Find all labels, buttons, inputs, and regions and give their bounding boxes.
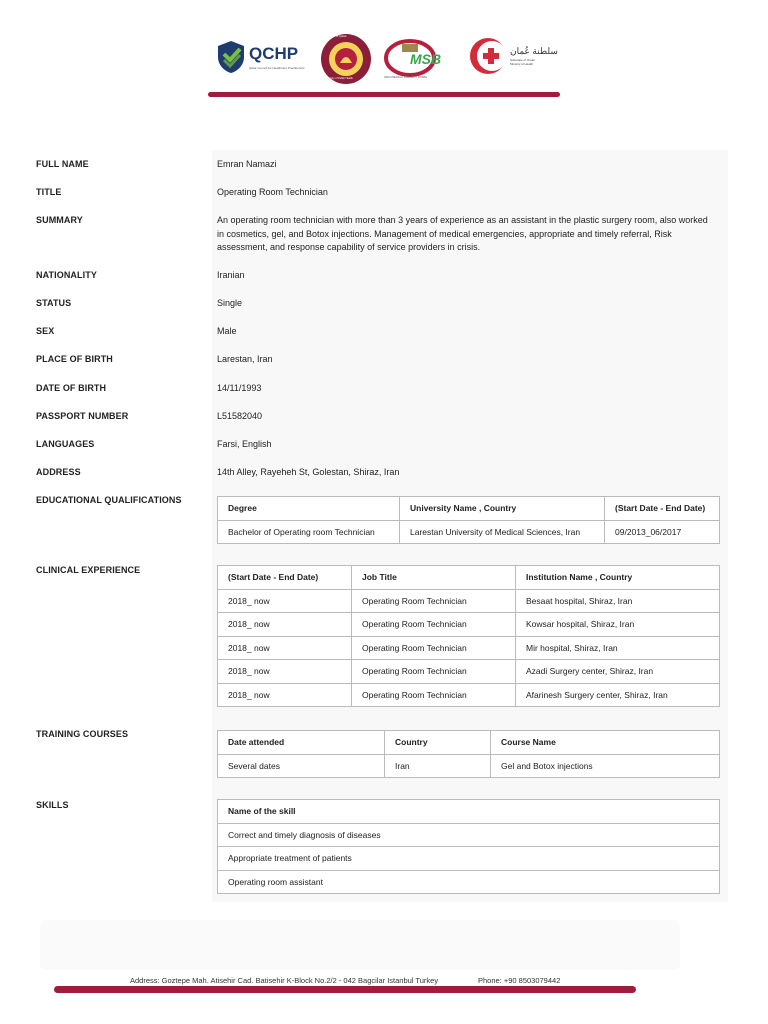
place-of-birth-label: PLACE OF BIRTH xyxy=(36,354,113,364)
status-label: STATUS xyxy=(36,298,72,308)
full-name-label: FULL NAME xyxy=(36,159,89,169)
msb-subtitle: OMAN MEDICAL SPECIALTY BOARD xyxy=(384,76,428,79)
table-cell: 2018_ now xyxy=(218,636,352,660)
table-row xyxy=(218,847,720,871)
sex-value: Male xyxy=(217,326,237,336)
table-cell: Operating room assistant xyxy=(218,870,720,894)
msb-name: MSB xyxy=(410,51,442,67)
table-cell: Kowsar hospital, Shiraz, Iran xyxy=(516,613,720,637)
table-cell: Correct and timely diagnosis of diseases xyxy=(218,823,720,847)
table-row xyxy=(218,754,720,778)
table-cell: Operating Room Technician xyxy=(352,660,516,684)
table-cell: Bachelor of Operating room Technician xyxy=(218,520,400,544)
footer-address: Address: Goztepe Mah. Atisehir Cad. Batisehir K-Block No.2/2 - 042 Bagcilar Istanbul Turkey xyxy=(130,976,439,985)
table-header: University Name , Country xyxy=(400,497,605,521)
table-header: Job Title xyxy=(352,566,516,590)
table-cell: 2018_ now xyxy=(218,683,352,707)
passport-value: L51582040 xyxy=(217,411,263,421)
table-cell: Iran xyxy=(385,754,491,778)
oman-moh-logo xyxy=(468,36,560,84)
oman-arabic-icon: سلطنة عُمان xyxy=(510,46,558,56)
passport-label: PASSPORT NUMBER xyxy=(36,411,129,421)
address-value: 14th Alley, Rayeheh St, Golestan, Shiraz, Iran xyxy=(217,467,400,477)
skills-header-row xyxy=(218,800,720,824)
qchp-logo xyxy=(216,40,316,84)
nationality-label: NATIONALITY xyxy=(36,270,97,280)
table-header: Date attended xyxy=(218,731,385,755)
table-cell: Besaat hospital, Shiraz, Iran xyxy=(516,589,720,613)
training-table xyxy=(217,730,720,778)
table-cell: Larestan University of Medical Sciences, Iran xyxy=(400,520,605,544)
place-of-birth-value: Larestan, Iran xyxy=(217,354,273,364)
clinical-label: CLINICAL EXPERIENCE xyxy=(36,565,141,575)
nationality-value: Iranian xyxy=(217,270,245,280)
clinical-table xyxy=(217,565,720,707)
table-header: (Start Date - End Date) xyxy=(218,566,352,590)
table-cell: 2018_ now xyxy=(218,613,352,637)
education-header-row xyxy=(218,497,720,521)
qchp-name: QCHP xyxy=(249,44,299,63)
table-row xyxy=(218,520,720,544)
address-label: ADDRESS xyxy=(36,467,81,477)
title-label: TITLE xyxy=(36,187,62,197)
date-of-birth-label: DATE OF BIRTH xyxy=(36,383,107,393)
qatar-title: State of Qatar xyxy=(328,34,347,38)
languages-value: Farsi, English xyxy=(217,439,272,449)
education-label: EDUCATIONAL QUALIFICATIONS xyxy=(36,495,182,505)
table-cell: Mir hospital, Shiraz, Iran xyxy=(516,636,720,660)
table-cell: 2018_ now xyxy=(218,660,352,684)
oman-crescent-icon xyxy=(468,36,508,76)
qchp-shield-icon xyxy=(216,40,246,74)
table-header: Name of the skill xyxy=(218,800,720,824)
status-value: Single xyxy=(217,298,243,308)
training-label: TRAINING COURSES xyxy=(36,729,129,739)
msb-logo xyxy=(384,38,470,86)
training-header-row xyxy=(218,731,720,755)
oman-subtitle-2: Ministry of Health xyxy=(510,62,534,66)
table-cell: Operating Room Technician xyxy=(352,683,516,707)
table-cell: 2018_ now xyxy=(218,589,352,613)
footer-phone: Phone: +90 8503079442 xyxy=(478,976,561,985)
table-cell: Operating Room Technician xyxy=(352,613,516,637)
faded-watermark xyxy=(40,920,680,970)
table-cell: Operating Room Technician xyxy=(352,636,516,660)
table-row xyxy=(218,613,720,637)
qatar-subtitle: Ministry of Public Health xyxy=(326,77,353,80)
languages-label: LANGUAGES xyxy=(36,439,95,449)
summary-value: An operating room technician with more than 3 years of experience as an assistant in the plastic surgery room, also worked in cosmetics, gel, and Botox injections. Management of medical emergencies, appropriate and timely referral, Risk assessment, and response capability of service providers in crisis. xyxy=(217,215,708,252)
date-of-birth-value: 14/11/1993 xyxy=(217,383,262,393)
skills-table xyxy=(217,799,720,894)
table-header: (Start Date - End Date) xyxy=(605,497,720,521)
table-row xyxy=(218,589,720,613)
table-header: Course Name xyxy=(491,731,720,755)
table-cell: Azadi Surgery center, Shiraz, Iran xyxy=(516,660,720,684)
table-cell: Several dates xyxy=(218,754,385,778)
full-name-value: Emran Namazi xyxy=(217,159,277,169)
header-divider xyxy=(208,92,560,97)
table-row xyxy=(218,823,720,847)
title-value: Operating Room Technician xyxy=(217,187,328,197)
table-cell: 09/2013_06/2017 xyxy=(605,520,720,544)
oman-subtitle-1: Sultanate of Oman xyxy=(510,58,536,62)
accreditation-logos xyxy=(210,30,560,94)
qchp-subtitle: Qatar Council for Healthcare Practitioners xyxy=(249,66,305,70)
summary-label: SUMMARY xyxy=(36,215,83,225)
education-table xyxy=(217,496,720,544)
sex-label: SEX xyxy=(36,326,55,336)
table-cell: Gel and Botox injections xyxy=(491,754,720,778)
footer-divider xyxy=(54,986,636,993)
table-row xyxy=(218,683,720,707)
table-row xyxy=(218,660,720,684)
table-row xyxy=(218,636,720,660)
table-header: Country xyxy=(385,731,491,755)
qatar-seal-logo xyxy=(320,33,372,85)
table-cell: Appropriate treatment of patients xyxy=(218,847,720,871)
skills-label: SKILLS xyxy=(36,800,69,810)
table-header: Institution Name , Country xyxy=(516,566,720,590)
table-row xyxy=(218,870,720,894)
table-cell: Afarinesh Surgery center, Shiraz, Iran xyxy=(516,683,720,707)
table-cell: Operating Room Technician xyxy=(352,589,516,613)
table-header: Degree xyxy=(218,497,400,521)
clinical-header-row xyxy=(218,566,720,590)
